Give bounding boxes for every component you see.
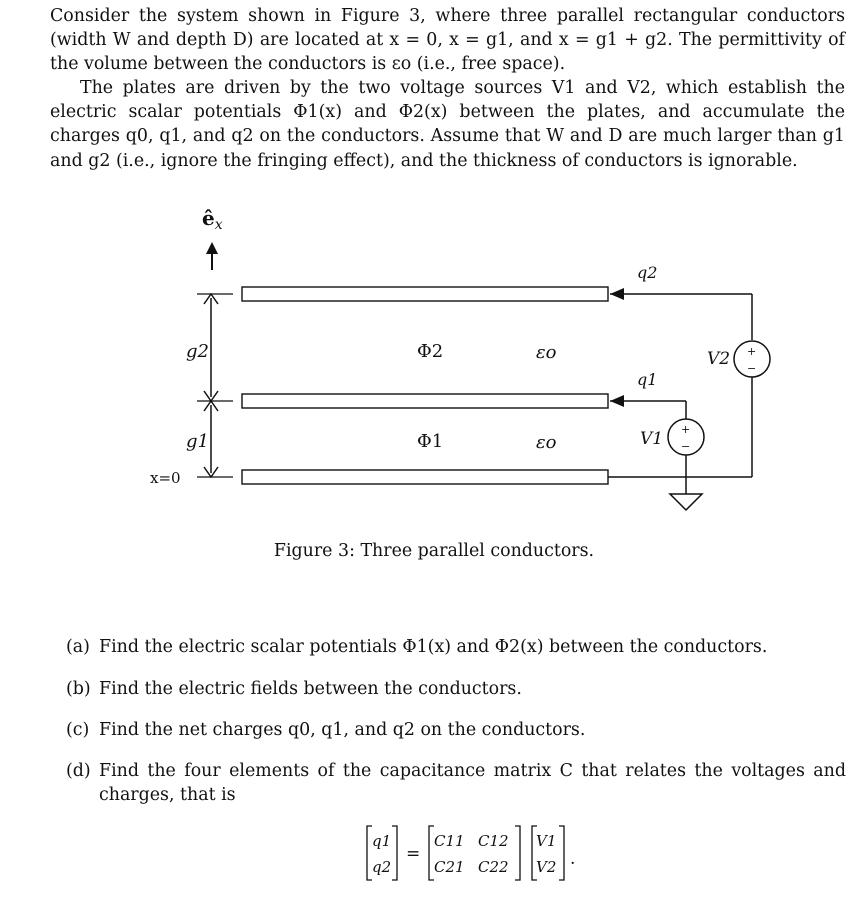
paragraph-1 (50, 4, 845, 77)
charge-q2-label: q2 (637, 263, 658, 282)
plate-middle (242, 394, 608, 408)
potential-phi2-label: Φ2 (417, 341, 444, 362)
lhs-entry-2: q2 (372, 858, 392, 876)
plate-top (242, 287, 608, 301)
question-label: (c) (66, 720, 90, 740)
paragraph-2-text: The plates are driven by the two voltage sources V1 and V2, which establish the electric scalar potentials Φ1(x) and Φ2(x) between the plates, and accumulate the charges q0, q1, and q2 on the conductors. Assume that W and D are much larger than g1 and g2 (i.e., ignore the fringing effect), and the thickness of conductors is ignorable. (50, 78, 845, 171)
charge-q1-label: q1 (637, 370, 658, 389)
charge-q2-arrow (610, 288, 624, 300)
question-text: Find the electric fields between the conductors. (99, 679, 522, 699)
gap-g1-label: g1 (186, 431, 209, 452)
rhs-entry-1: V1 (536, 832, 557, 850)
question-label: (a) (66, 637, 90, 657)
v2-minus: − (747, 362, 757, 375)
gap-g2-label: g2 (186, 341, 209, 362)
permittivity-lower-label: εo (536, 432, 557, 453)
origin-label: x=0 (150, 469, 181, 487)
question-text: Find the electric scalar potentials Φ1(x) and Φ2(x) between the conductors. (99, 637, 768, 657)
equals-sign: = (406, 844, 421, 864)
paragraph-2 (50, 76, 845, 173)
matrix-entry-c21: C21 (434, 858, 465, 876)
v1-plus: + (681, 423, 691, 436)
matrix-entry-c11: C11 (434, 832, 465, 850)
source-v2-label: V2 (707, 349, 731, 369)
potential-phi1-label: Φ1 (417, 431, 444, 452)
matrix-entry-c12: C12 (478, 832, 509, 850)
question-d (66, 759, 846, 807)
matrix-entry-c22: C22 (478, 858, 509, 876)
matrix-right-bracket (515, 826, 520, 880)
question-label: (d) (66, 761, 91, 781)
question-text: Find the net charges q0, q1, and q2 on the conductors. (99, 720, 586, 740)
charge-q1-arrow (610, 395, 624, 407)
figure-caption: Figure 3: Three parallel conductors. (273, 541, 595, 561)
question-b (66, 677, 846, 701)
axis-arrow-head (206, 242, 218, 254)
ground-symbol (670, 494, 702, 510)
question-c (66, 718, 846, 742)
v2-plus: + (747, 345, 757, 358)
lhs-right-bracket (392, 826, 397, 880)
capacitance-matrix-equation (366, 824, 626, 884)
question-label: (b) (66, 679, 91, 699)
paragraph-1-text: Consider the system shown in Figure 3, where three parallel rectangular conductors (width W and depth D) are located at x = 0, x = g1, and x = g1 + g2. The permittivity of the volume between the conductors is εo (i.e., free space). (50, 6, 845, 75)
question-a (66, 635, 846, 659)
equation-period: . (570, 849, 576, 869)
axis-unit-vector-label: $ê_x$ (202, 206, 223, 233)
permittivity-upper-label: εo (536, 342, 557, 363)
plate-bottom (242, 470, 608, 484)
v1-minus: − (681, 440, 691, 453)
source-v1-label: V1 (640, 429, 664, 449)
lhs-entry-1: q1 (372, 832, 392, 850)
question-text: Find the four elements of the capacitance matrix C that relates the voltages and charges, that is (99, 761, 846, 806)
rhs-right-bracket (559, 826, 564, 880)
figure-3-diagram (140, 190, 780, 530)
rhs-entry-2: V2 (536, 858, 557, 876)
